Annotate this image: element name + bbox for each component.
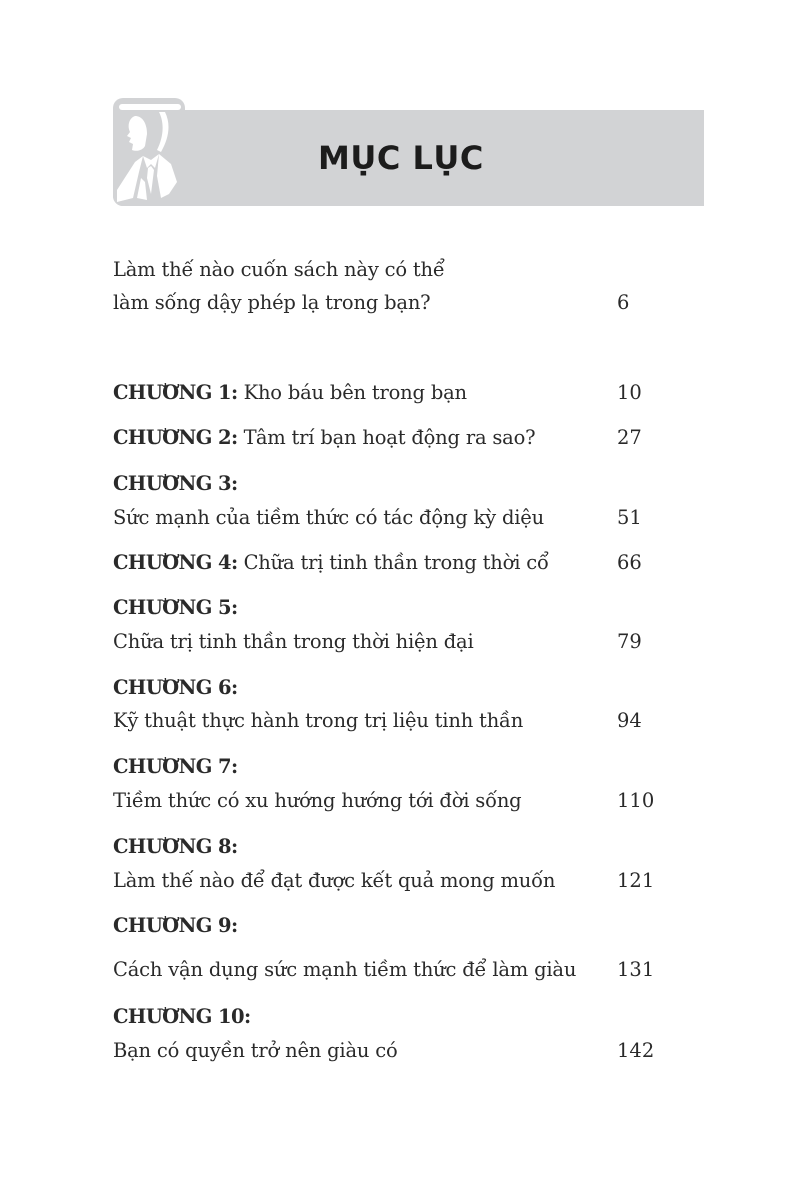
gentleman-silhouette-icon [113, 98, 185, 206]
intro-page-number: 6 [617, 291, 630, 314]
chapter-page-number: 27 [617, 426, 642, 449]
toc-entry-chapter-9-label[interactable]: CHƯƠNG 9: [113, 914, 238, 937]
chapter-page-number: 94 [617, 709, 642, 732]
chapter-page-number: 121 [617, 869, 655, 892]
toc-entry-chapter-6-label[interactable]: CHƯƠNG 6: [113, 676, 238, 699]
toc-entry-chapter-5-label[interactable]: CHƯƠNG 5: [113, 596, 238, 619]
toc-entry-chapter-10-label[interactable]: CHƯƠNG 10: [113, 1005, 251, 1028]
chapter-label: CHƯƠNG 2: [113, 426, 238, 449]
header-tab [113, 98, 185, 206]
intro-title-line1: Làm thế nào cuốn sách này có thể [113, 258, 445, 281]
toc-entry-chapter-3-label[interactable]: CHƯƠNG 3: [113, 472, 238, 495]
chapter-page-number: 131 [617, 958, 655, 981]
chapter-page-number: 142 [617, 1039, 655, 1062]
chapter-page-number: 66 [617, 551, 642, 574]
chapter-title: Kho báu bên trong bạn [243, 381, 467, 404]
toc-entry-chapter-3-title[interactable]: Sức mạnh của tiềm thức có tác động kỳ diệu [113, 506, 544, 529]
toc-entry-chapter-7-title[interactable]: Tiềm thức có xu hướng hướng tới đời sống [113, 789, 522, 812]
chapter-title: Chữa trị tinh thần trong thời cổ [243, 551, 549, 574]
chapter-page-number: 110 [617, 789, 655, 812]
chapter-label: CHƯƠNG 4: [113, 551, 238, 574]
toc-entry-chapter-5-title[interactable]: Chữa trị tinh thần trong thời hiện đại [113, 630, 474, 653]
chapter-page-number: 79 [617, 630, 642, 653]
intro-title-line2: làm sống dậy phép lạ trong bạn? [113, 291, 431, 314]
toc-entry-chapter-9-title[interactable]: Cách vận dụng sức mạnh tiềm thức để làm giàu [113, 958, 577, 981]
toc-entry-chapter-7-label[interactable]: CHƯƠNG 7: [113, 755, 238, 778]
chapter-page-number: 10 [617, 381, 642, 404]
chapter-title: Tâm trí bạn hoạt động ra sao? [243, 426, 536, 449]
toc-entry-chapter-2[interactable] [113, 425, 535, 451]
toc-entry-chapter-8-title[interactable]: Làm thế nào để đạt được kết quả mong muốn [113, 869, 556, 892]
chapter-page-number: 51 [617, 506, 642, 529]
toc-entry-chapter-10-title[interactable]: Bạn có quyền trở nên giàu có [113, 1039, 398, 1062]
page-title: MỤC LỤC [318, 139, 484, 177]
toc-entry-chapter-1[interactable] [113, 380, 467, 406]
toc-entry-chapter-4[interactable] [113, 550, 549, 576]
toc-entry-chapter-8-label[interactable]: CHƯƠNG 8: [113, 835, 238, 858]
chapter-label: CHƯƠNG 1: [113, 381, 238, 404]
toc-entry-chapter-6-title[interactable]: Kỹ thuật thực hành trong trị liệu tinh thần [113, 709, 524, 732]
